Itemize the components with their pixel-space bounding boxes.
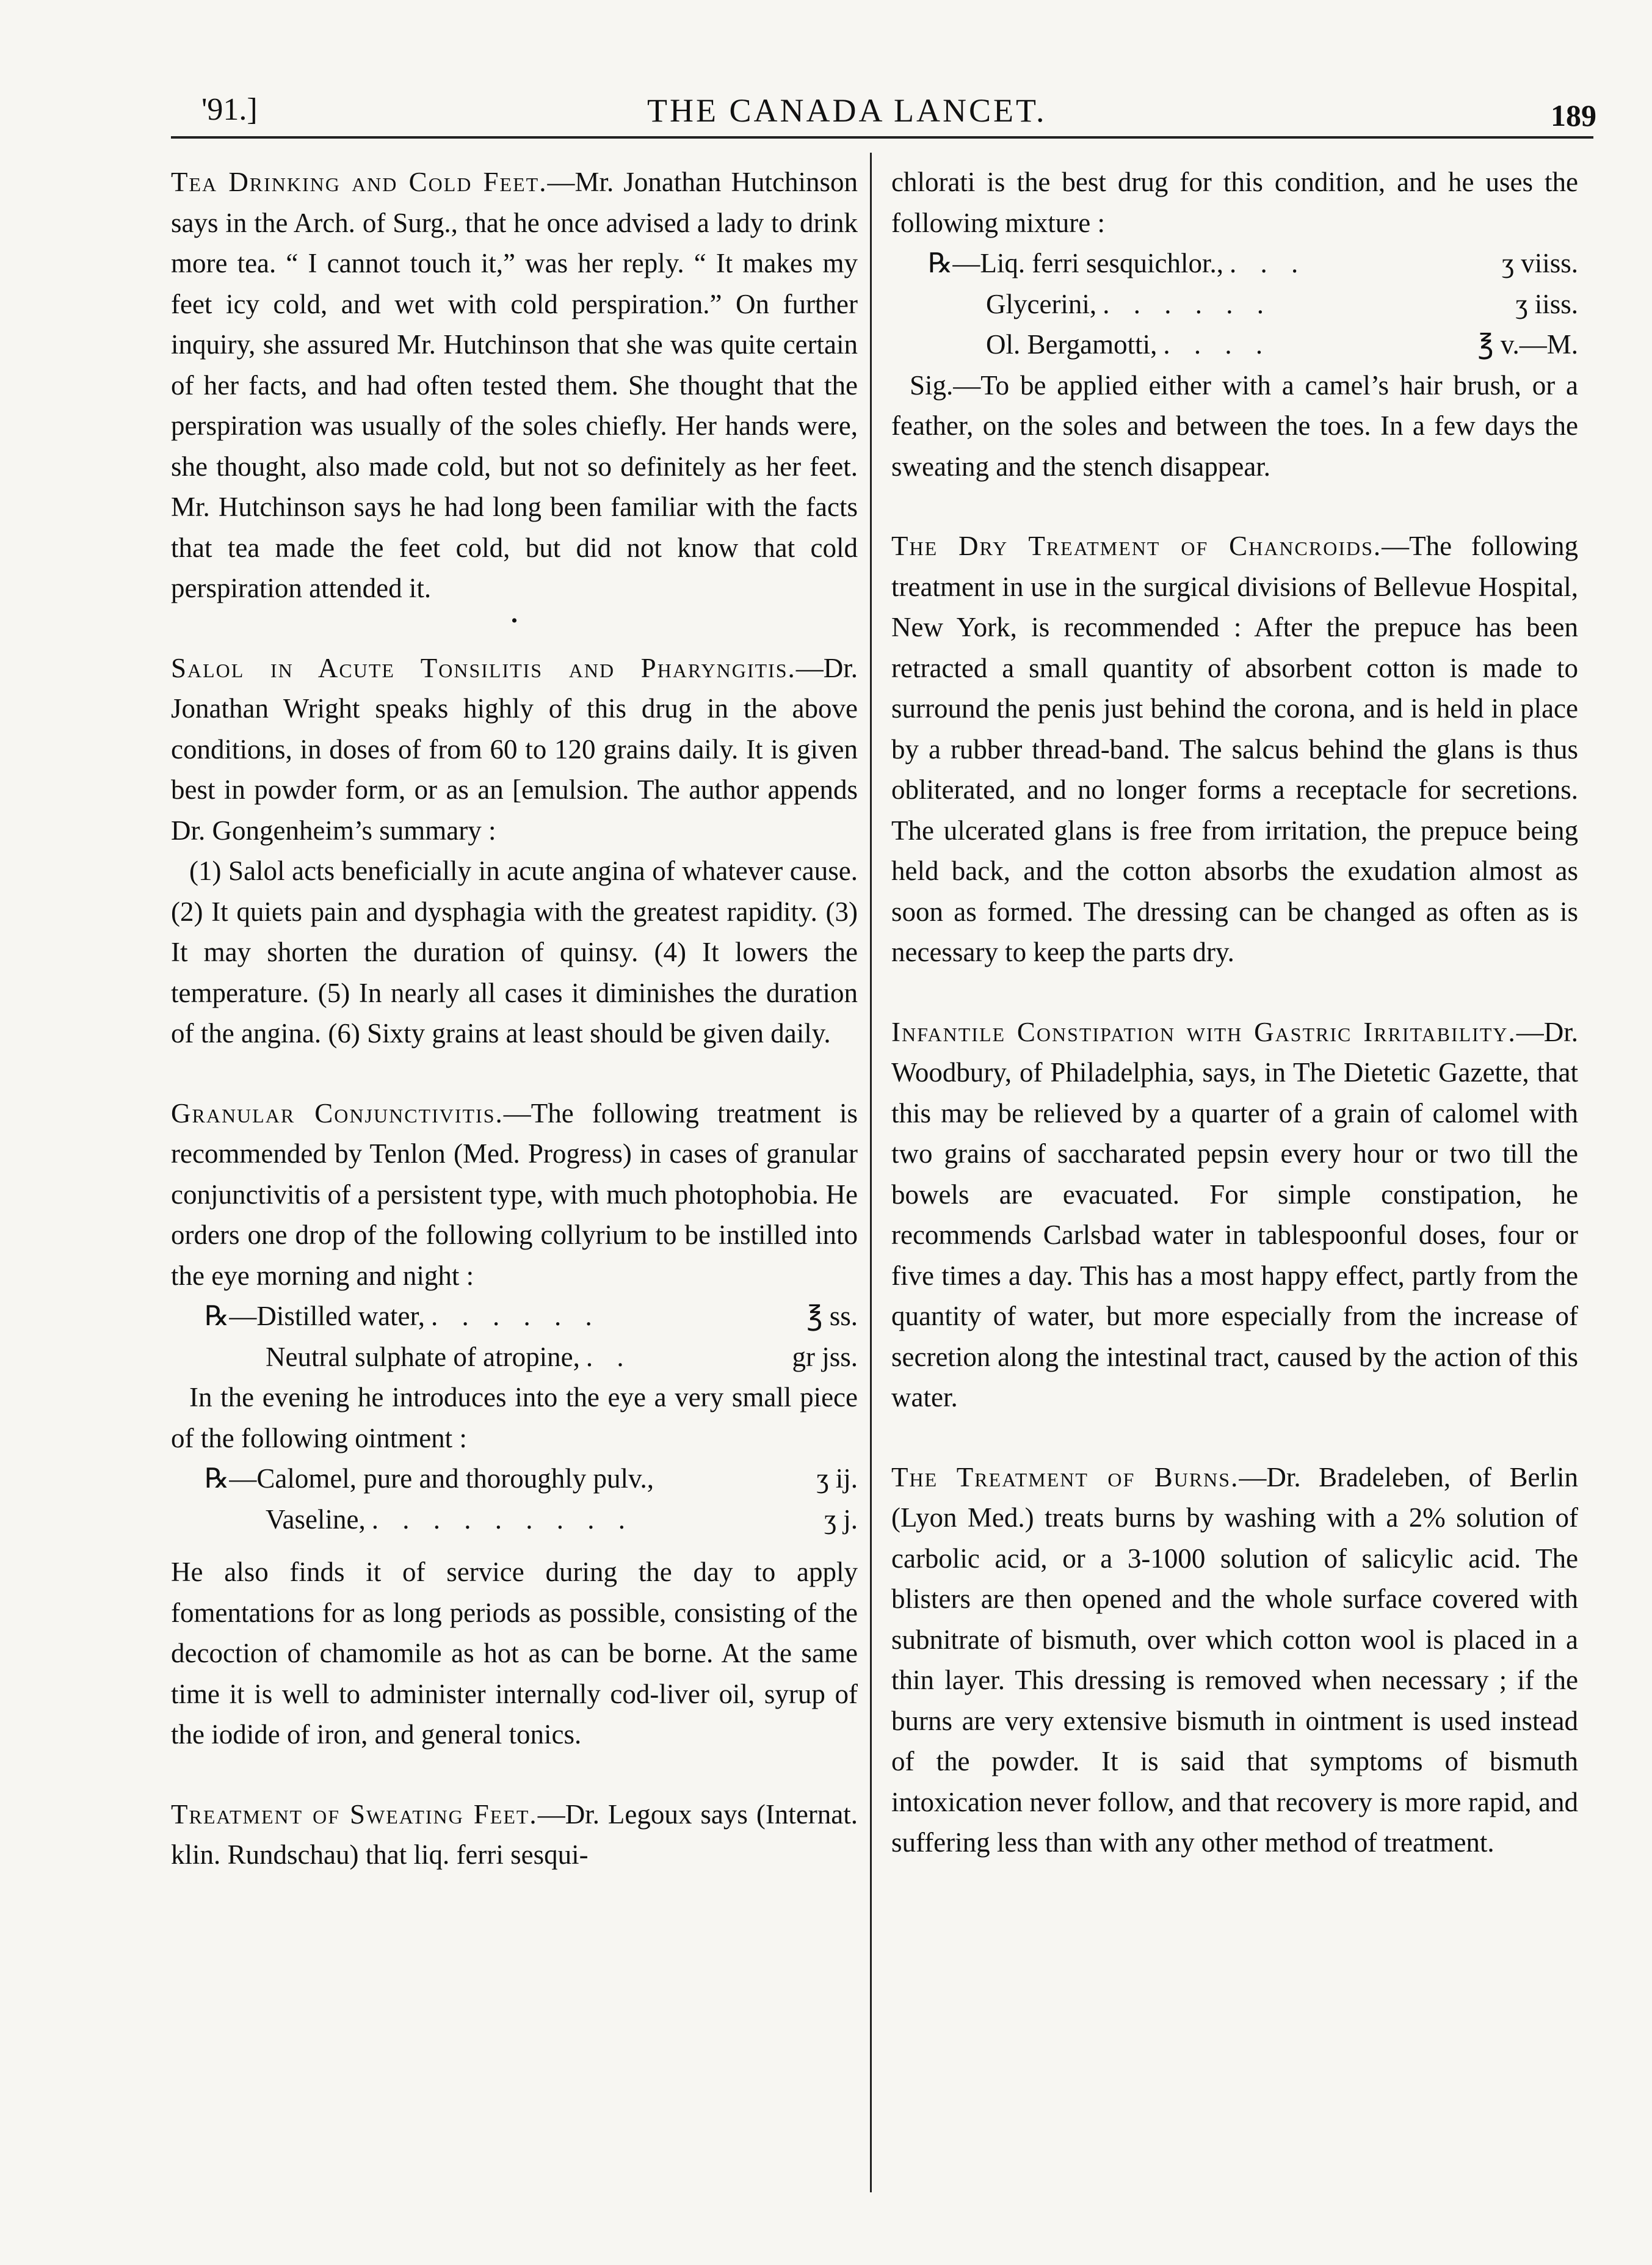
granular-body: —The following treatment is recommended by Tenlon (Med. Progress) in cases of granular conjunctivitis of a persistent type, with much photophobia. He orders one drop of the following collyrium to be instilled into the eye morning and night : — [171, 1097, 858, 1291]
granular-end: He also finds it of service during the day to apply fomentations for as long periods as possible, consisting of the decoction of chamomile as hot as can be borne. At the same time it is well to administer internally cod-liver oil, syrup of the iodide of iron, and general tonics. — [171, 1557, 858, 1750]
burns-body: —Dr. Bradeleben, of Berlin (Lyon Med.) treats burns by washing with a 2% solution of carbolic acid, or a 3-1000 solution of salicylic acid. The blisters are then opened and the whole surface covered with subnitrate of bismuth, over which cotton wool is placed in a thin layer. This dressing is removed when necessary ; if the burns are very extensive bismuth in ointment is used instead of the powder. It is said that symptoms of bismuth intoxication never follow, and that recovery is more rapid, and suffering less than with any other method of treatment. — [891, 1461, 1578, 1858]
header-rule — [171, 136, 1593, 139]
constipation-title: Infantile Constipation with Gastric Irritability. — [891, 1016, 1516, 1047]
prescription-line: Neutral sulphate of atropine, . . gr jss. — [266, 1341, 858, 1372]
sweating-title: Treatment of Sweating Feet. — [171, 1798, 538, 1830]
sweating-continued: chlorati is the best drug for this condition, and he uses the following mixture : — [891, 167, 1578, 238]
granular-article — [171, 1093, 858, 1296]
prescription-line: ℞—Calomel, pure and thoroughly pulv., ʒ ij. — [205, 1463, 858, 1494]
separator-dot: • — [511, 610, 518, 631]
prescription-line: Vaseline, . . . . . . . . . ʒ j. — [266, 1503, 858, 1535]
burns-title: The Treatment of Burns. — [891, 1461, 1239, 1492]
salol-title: Salol in Acute Tonsilitis and Pharyngitis. — [171, 652, 796, 683]
running-header — [0, 92, 1652, 140]
sweating-body: —Dr. Legoux says (Internat. klin. Rundschau) that liq. ferri sesqui- — [171, 1798, 858, 1870]
tea-article — [171, 162, 858, 609]
volume-year: '91.] — [201, 92, 258, 127]
salol-body: —Dr. Jonathan Wright speaks highly of this drug in the above conditions, in doses of from 60 to 120 grains daily. It is given best in powder form, or as an [emulsion. The author appends Dr. Gongenheim’s summary : — [171, 652, 858, 846]
prescription-line: ℞—Distilled water, . . . . . . ℥ ss. — [205, 1301, 858, 1331]
journal-title: THE CANADA LANCET. — [647, 92, 1047, 129]
column-divider — [870, 153, 872, 2192]
salol-article — [171, 648, 858, 851]
left-column — [171, 162, 858, 1875]
granular-evening: In the evening he introduces into the eye a very small piece of the following ointment : — [171, 1382, 858, 1453]
sweating-sig: Sig.—To be applied either with a camel’s hair brush, or a feather, on the soles and between the toes. In a few days the sweating and the stench disappear. — [891, 369, 1578, 482]
burns-article — [891, 1457, 1578, 1863]
chancroids-title: The Dry Treatment of Chancroids. — [891, 531, 1382, 561]
chancroids-body: —The following treatment in use in the surgical divisions of Bellevue Hospital, New York, is recommended : After the prepuce has been retracted a small quantity of absorbent cotton is made to surround the penis just behind the corona, and is held in place by a rubber thread-band. The salcus behind the glans is thus obliterated, and no longer forms a receptacle for secretions. The ulcerated glans is free from irritation, the prepuce being held back, and the cotton absorbs the exudation almost as soon as formed. The dressing can be changed as often as is necessary to keep the parts dry. — [891, 531, 1578, 967]
constipation-article — [891, 1012, 1578, 1418]
salol-summary: (1) Salol acts beneficially in acute angina of whatever cause. (2) It quiets pain and dysphagia with the greatest rapidity. (3) It may shorten the duration of quinsy. (4) It lowers the temperature. (5) In nearly all cases it diminishes the duration of the angina. (6) Sixty grains at least should be given daily. — [171, 856, 858, 1049]
prescription-line: Glycerini, . . . . . . ʒ iiss. — [986, 288, 1578, 319]
page-number: 189 — [1551, 98, 1596, 133]
prescription-line: ℞—Liq. ferri sesquichlor., . . . ʒ viiss. — [928, 248, 1578, 278]
tea-title: Tea Drinking and Cold Feet. — [171, 167, 548, 197]
prescription-line: Ol. Bergamotti, . . . . ℥ v.—M. — [986, 329, 1578, 360]
granular-title: Granular Conjunctivitis. — [171, 1097, 504, 1129]
chancroids-article — [891, 526, 1578, 973]
tea-body: —Mr. Jonathan Hutchinson says in the Arch. of Surg., that he once advised a lady to drink more tea. “ I cannot touch it,” was her reply. “ It makes my feet icy cold, and wet with cold perspiration.” On further inquiry, she assured Mr. Hutchinson that she was quite certain of her facts, and had often tested them. She thought that the perspiration was usually of the soles chiefly. Her hands were, she thought, also made cold, but not so definitely as her feet. Mr. Hutchinson says he had long been familiar with the facts that tea made the feet cold, but did not know that cold perspiration attended it. — [171, 167, 858, 603]
right-column — [891, 162, 1578, 1863]
constipation-body: —Dr. Woodbury, of Philadelphia, says, in The Dietetic Gazette, that this may be relieved by a quarter of a grain of calomel with two grains of saccharated pepsin every hour or two till the bowels are evacuated. For simple constipation, he recommends Carlsbad water in tablespoonful doses, four or five times a day. This has a most happy effect, partly from the quantity of water, but more especially from the increase of secretion along the intestinal tract, caused by the action of this water. — [891, 1016, 1578, 1412]
sweating-article — [171, 1794, 858, 1875]
